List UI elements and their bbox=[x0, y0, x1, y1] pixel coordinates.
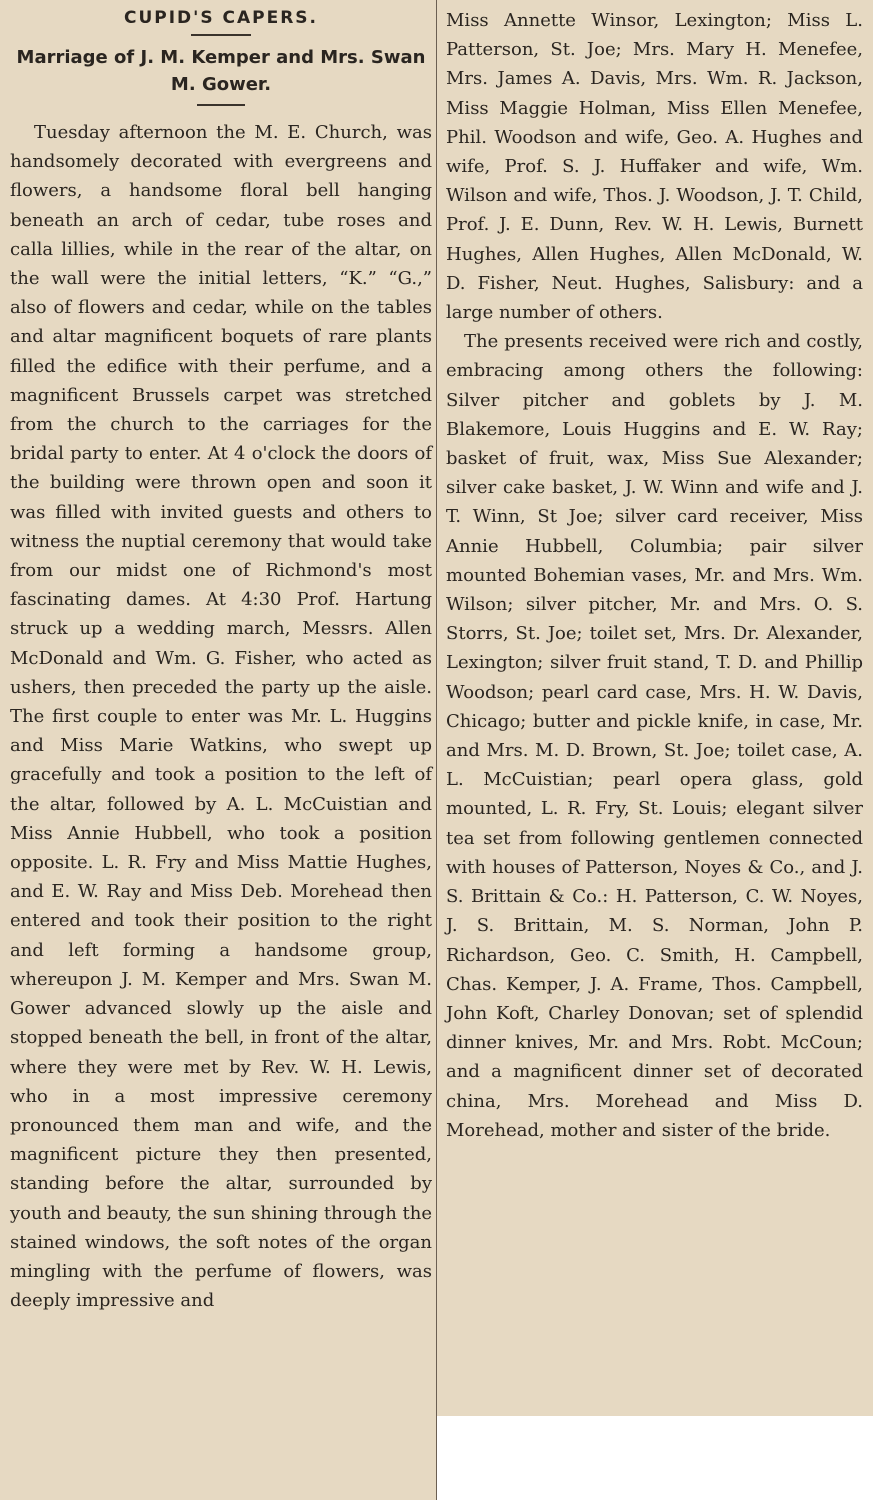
column-rule bbox=[436, 0, 437, 1500]
subheadline: Marriage of J. M. Kemper and Mrs. Swan M. Gower. bbox=[16, 47, 426, 95]
headline: CUPID'S CAPERS. bbox=[123, 8, 319, 28]
article-body-left: Tuesday afternoon the M. E. Church, was handsomely decorated with evergreens and flowers, a handsome floral bell hanging beneath an arch of cedar, tube roses and calla lillies, while in the rear of the altar, on the wall were the initial letters, “K.” “G.,” also of flowers and cedar, while on the tables and altar magnificent boquets of rare plants filled the edifice with their perfume, and a magnificent Brussels carpet was stretched from the church to the carriages for the bridal party to enter. At 4 o'clock the doors of the building were thrown open and soon it was filled with invited guests and others to witness the nuptial ceremony that would take from our midst one of Richmond's most fascinating dames. At 4:30 Prof. Hartung struck up a wedding march, Messrs. Allen McDonald and Wm. G. Fisher, who acted as ushers, then preceded the party up the aisle. The first couple to enter was Mr. L. Huggins and Miss Marie Watkins, who swept up gracefully and took a position to the left of the altar, followed by A. L. McCuistian and Miss Annie Hubbell, who took a position opposite. L. R. Fry and Miss Mattie Hughes, and E. W. Ray and Miss Deb. Morehead then entered and took their position to the right and left forming a handsome group, whereupon J. M. Kemper and Mrs. Swan M. Gower advanced slowly up the aisle and stopped beneath the bell, in front of the altar, where they were met by Rev. W. H. Lewis, who in a most impressive ceremony pronounced them man and wife, and the magnificent picture they then presented, standing before the altar, surrounded by youth and beauty, the sun shining through the stained windows, the soft notes of the organ mingling with the perfume of flowers, was deeply impressive and bbox=[10, 122, 432, 1312]
presents-list: The presents received were rich and costly, embracing among others the following: Silver pitcher and goblets by J. M. Blakemore, Louis Huggins and E. W. Ray; basket of fruit, wax, Miss Sue Alexander; silver cake basket, J. W. Winn and wife and J. T. Winn, St Joe; silver card receiver, Miss Annie Hubbell, Columbia; pair silver mounted Bohemian vases, Mr. and Mrs. Wm. Wilson; silver pitcher, Mr. and Mrs. O. S. Storrs, St. Joe; toilet set, Mrs. Dr. Alexander, Lexington; silver fruit stand, T. D. and Phillip Woodson; pearl card case, Mrs. H. W. Davis, Chicago; butter and pickle knife, in case, Mr. and Mrs. M. D. Brown, St. Joe; toilet case, A. L. McCuistian; pearl opera glass, gold mounted, L. R. Fry, St. Louis; elegant silver tea set from following gentlemen connected with houses of Patterson, Noyes & Co., and J. S. Brittain & Co.: H. Patterson, C. W. Noyes, J. S. Brittain, M. S. Norman, John P. Richardson, Geo. C. Smith, H. Campbell, Chas. Kemper, J. A. Frame, Thos. Campbell, John Koft, Charley Donovan; set of splendid dinner knives, Mr. and Mrs. Robt. McCoun; and a magnificent dinner set of decorated china, Mrs. Morehead and Miss D. Morehead, mother and sister of the bride. bbox=[446, 331, 863, 1141]
guest-list: Miss Annette Winsor, Lexington; Miss L. Patterson, St. Joe; Mrs. Mary H. Menefee, Mrs. James A. Davis, Mrs. Wm. R. Jackson, Miss Maggie Holman, Miss Ellen Menefee, Phil. Woodson and wife, Geo. A. Hughes and wife, Prof. S. J. Huffaker and wife, Wm. Wilson and wife, Thos. J. Woodson, J. T. Child, Prof. J. E. Dunn, Rev. W. H. Lewis, Burnett Hughes, Allen Hughes, Allen McDonald, W. D. Fisher, Neut. Hughes, Salisbury: and a large number of others. bbox=[446, 10, 863, 324]
right-column bbox=[438, 0, 873, 1145]
headline-rule bbox=[191, 34, 251, 36]
subheadline-rule bbox=[197, 104, 245, 106]
blank-corner bbox=[437, 1416, 873, 1500]
left-column bbox=[0, 0, 436, 1315]
